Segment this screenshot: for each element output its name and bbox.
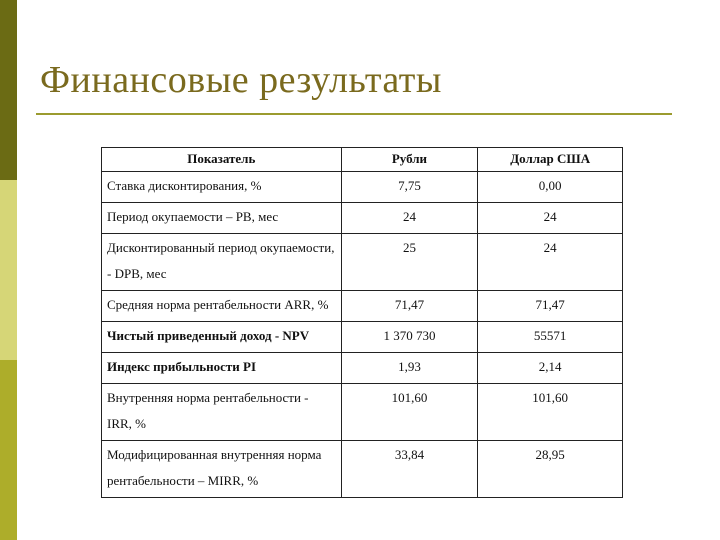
row-rub-value: 71,47 [341, 291, 478, 322]
slide-title: Финансовые результаты [40, 59, 442, 101]
row-rub-value: 25 [341, 234, 478, 291]
row-rub-value: 1 370 730 [341, 322, 478, 353]
row-label: Модифицированная внутренняя норма рентабельности – MIRR, % [102, 441, 342, 498]
row-label: Внутренняя норма рентабельности - IRR, % [102, 384, 342, 441]
table-row [102, 322, 623, 353]
table-row [102, 384, 623, 441]
row-label: Ставка дисконтирования, % [102, 172, 342, 203]
table-header-row [102, 148, 623, 172]
row-label: Чистый приведенный доход - NPV [102, 322, 342, 353]
row-usd-value: 2,14 [478, 353, 623, 384]
row-rub-value: 24 [341, 203, 478, 234]
table-row [102, 353, 623, 384]
table-row [102, 234, 623, 291]
row-label: Индекс прибыльности PI [102, 353, 342, 384]
row-usd-value: 24 [478, 234, 623, 291]
row-usd-value: 71,47 [478, 291, 623, 322]
table-row [102, 441, 623, 498]
row-label: Дисконтированный период окупаемости, - DPB, мес [102, 234, 342, 291]
table-row [102, 172, 623, 203]
table-row [102, 291, 623, 322]
header-rubles: Рубли [341, 148, 478, 172]
row-usd-value: 24 [478, 203, 623, 234]
header-indicator: Показатель [102, 148, 342, 172]
row-rub-value: 7,75 [341, 172, 478, 203]
sidebar-segment-mid [0, 360, 17, 540]
financial-results-table [101, 147, 623, 498]
table-row [102, 203, 623, 234]
header-usd: Доллар США [478, 148, 623, 172]
title-underline [36, 113, 672, 115]
row-usd-value: 55571 [478, 322, 623, 353]
row-label: Средняя норма рентабельности ARR, % [102, 291, 342, 322]
row-label: Период окупаемости – PB, мес [102, 203, 342, 234]
decorative-sidebar [0, 0, 17, 540]
row-usd-value: 0,00 [478, 172, 623, 203]
sidebar-segment-light [0, 180, 17, 360]
row-usd-value: 28,95 [478, 441, 623, 498]
row-rub-value: 33,84 [341, 441, 478, 498]
row-rub-value: 101,60 [341, 384, 478, 441]
row-rub-value: 1,93 [341, 353, 478, 384]
sidebar-segment-dark [0, 0, 17, 180]
row-usd-value: 101,60 [478, 384, 623, 441]
